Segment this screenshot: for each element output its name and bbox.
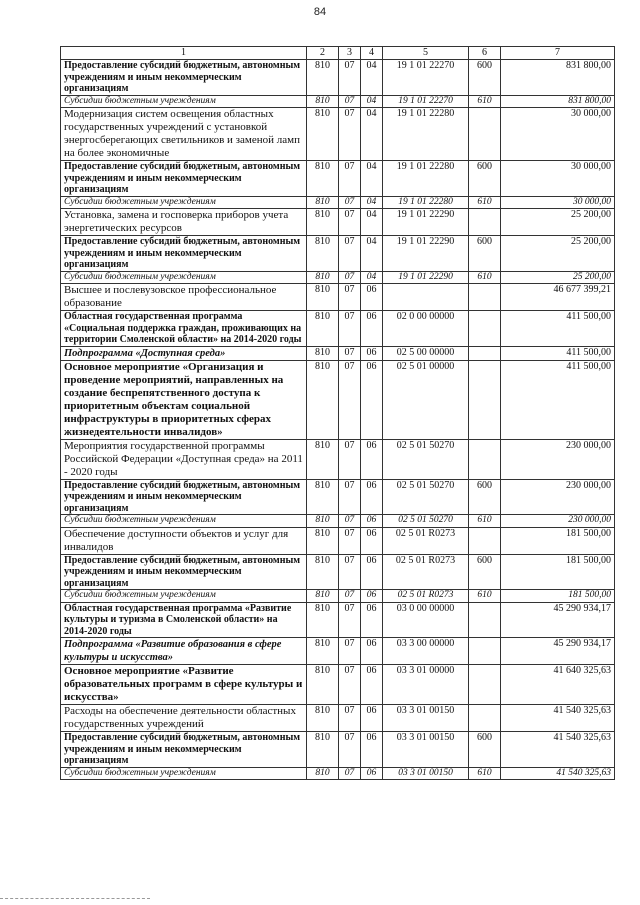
row-ministry: 810 bbox=[307, 346, 339, 360]
row-section: 07 bbox=[339, 161, 361, 197]
row-ministry: 810 bbox=[307, 515, 339, 528]
row-target-article: 02 5 01 50270 bbox=[383, 439, 469, 479]
row-target-article: 19 1 01 22290 bbox=[383, 236, 469, 272]
row-section: 07 bbox=[339, 602, 361, 638]
row-ministry: 810 bbox=[307, 95, 339, 108]
row-subsection: 06 bbox=[361, 590, 383, 603]
row-expense-type bbox=[469, 439, 501, 479]
row-section: 07 bbox=[339, 515, 361, 528]
row-subsection: 04 bbox=[361, 271, 383, 284]
row-name: Основное мероприятие «Организация и проведение мероприятий, направленных на создание беспрепятственного доступа к приоритетным объектам социальной инфраструктуры в приоритетных сферах жизнедеятельности инвалидов» bbox=[61, 360, 307, 439]
scan-footer-mark bbox=[0, 898, 150, 900]
row-amount: 411 500,00 bbox=[501, 311, 615, 347]
row-subsection: 04 bbox=[361, 108, 383, 161]
row-target-article: 02 5 00 00000 bbox=[383, 346, 469, 360]
table-row bbox=[61, 665, 615, 705]
row-ministry: 810 bbox=[307, 665, 339, 705]
row-name: Подпрограмма «Развитие образования в сфере культуры и искусства» bbox=[61, 638, 307, 665]
table-row bbox=[61, 602, 615, 638]
table-row bbox=[61, 60, 615, 96]
row-subsection: 06 bbox=[361, 527, 383, 554]
row-name: Основное мероприятие «Развитие образовательных программ в сфере культуры и искусства» bbox=[61, 665, 307, 705]
row-amount: 25 200,00 bbox=[501, 271, 615, 284]
row-amount: 181 500,00 bbox=[501, 590, 615, 603]
column-header: 4 bbox=[361, 47, 383, 60]
row-ministry: 810 bbox=[307, 209, 339, 236]
row-target-article: 02 5 01 R0273 bbox=[383, 590, 469, 603]
table-row bbox=[61, 515, 615, 528]
row-expense-type bbox=[469, 346, 501, 360]
row-subsection: 06 bbox=[361, 767, 383, 780]
table-row bbox=[61, 479, 615, 515]
header-row bbox=[61, 47, 615, 60]
row-expense-type bbox=[469, 602, 501, 638]
row-section: 07 bbox=[339, 196, 361, 209]
row-name: Субсидии бюджетным учреждениям bbox=[61, 590, 307, 603]
table-row bbox=[61, 284, 615, 311]
row-target-article: 03 3 01 00000 bbox=[383, 665, 469, 705]
row-expense-type: 600 bbox=[469, 236, 501, 272]
row-target-article: 02 5 01 R0273 bbox=[383, 527, 469, 554]
column-header: 3 bbox=[339, 47, 361, 60]
budget-table bbox=[60, 46, 615, 780]
row-ministry: 810 bbox=[307, 732, 339, 768]
row-amount: 230 000,00 bbox=[501, 515, 615, 528]
row-amount: 45 290 934,17 bbox=[501, 602, 615, 638]
row-name: Высшее и послевузовское профессиональное образование bbox=[61, 284, 307, 311]
row-section: 07 bbox=[339, 554, 361, 590]
row-name: Субсидии бюджетным учреждениям bbox=[61, 767, 307, 780]
row-expense-type: 610 bbox=[469, 515, 501, 528]
row-expense-type: 600 bbox=[469, 60, 501, 96]
row-amount: 45 290 934,17 bbox=[501, 638, 615, 665]
row-name: Субсидии бюджетным учреждениям bbox=[61, 515, 307, 528]
row-ministry: 810 bbox=[307, 439, 339, 479]
row-name: Областная государственная программа «Развитие культуры и туризма в Смоленской области» на 2014-2020 годы bbox=[61, 602, 307, 638]
row-amount: 30 000,00 bbox=[501, 161, 615, 197]
row-amount: 41 540 325,63 bbox=[501, 705, 615, 732]
row-name: Предоставление субсидий бюджетным, автономным учреждениям и иным некоммерческим организациям bbox=[61, 732, 307, 768]
row-ministry: 810 bbox=[307, 767, 339, 780]
table-row bbox=[61, 346, 615, 360]
row-amount: 831 800,00 bbox=[501, 95, 615, 108]
row-ministry: 810 bbox=[307, 479, 339, 515]
row-name: Мероприятия государственной программы Российской Федерации «Доступная среда» на 2011 - 2020 годы bbox=[61, 439, 307, 479]
row-amount: 41 540 325,63 bbox=[501, 767, 615, 780]
row-amount: 41 640 325,63 bbox=[501, 665, 615, 705]
row-section: 07 bbox=[339, 311, 361, 347]
row-ministry: 810 bbox=[307, 236, 339, 272]
row-ministry: 810 bbox=[307, 161, 339, 197]
row-subsection: 06 bbox=[361, 732, 383, 768]
row-section: 07 bbox=[339, 60, 361, 96]
column-header: 7 bbox=[501, 47, 615, 60]
row-target-article: 19 1 01 22280 bbox=[383, 161, 469, 197]
row-amount: 831 800,00 bbox=[501, 60, 615, 96]
row-target-article: 19 1 01 22270 bbox=[383, 60, 469, 96]
row-amount: 30 000,00 bbox=[501, 196, 615, 209]
row-amount: 411 500,00 bbox=[501, 360, 615, 439]
table-row bbox=[61, 271, 615, 284]
row-subsection: 04 bbox=[361, 196, 383, 209]
table-row bbox=[61, 439, 615, 479]
row-ministry: 810 bbox=[307, 284, 339, 311]
table-row bbox=[61, 767, 615, 780]
row-name: Областная государственная программа «Социальная поддержка граждан, проживающих на территории Смоленской области» на 2014-2020 годы bbox=[61, 311, 307, 347]
table-row bbox=[61, 161, 615, 197]
row-subsection: 06 bbox=[361, 311, 383, 347]
column-header: 1 bbox=[61, 47, 307, 60]
table-row bbox=[61, 732, 615, 768]
row-ministry: 810 bbox=[307, 271, 339, 284]
row-target-article: 03 3 01 00150 bbox=[383, 705, 469, 732]
row-name: Модернизация систем освещения областных государственных учреждений с установкой энергосберегающих светильников и заменой ламп на более экономичные bbox=[61, 108, 307, 161]
row-subsection: 06 bbox=[361, 284, 383, 311]
row-section: 07 bbox=[339, 527, 361, 554]
table-row bbox=[61, 360, 615, 439]
row-subsection: 06 bbox=[361, 360, 383, 439]
row-expense-type bbox=[469, 108, 501, 161]
row-section: 07 bbox=[339, 732, 361, 768]
row-target-article: 03 0 00 00000 bbox=[383, 602, 469, 638]
row-ministry: 810 bbox=[307, 590, 339, 603]
row-name: Подпрограмма «Доступная среда» bbox=[61, 346, 307, 360]
row-section: 07 bbox=[339, 767, 361, 780]
row-target-article: 19 1 01 22270 bbox=[383, 95, 469, 108]
page-number: 84 bbox=[313, 6, 327, 18]
row-expense-type bbox=[469, 705, 501, 732]
row-name: Предоставление субсидий бюджетным, автономным учреждениям и иным некоммерческим организациям bbox=[61, 161, 307, 197]
row-amount: 25 200,00 bbox=[501, 236, 615, 272]
table-row bbox=[61, 209, 615, 236]
row-name: Субсидии бюджетным учреждениям bbox=[61, 196, 307, 209]
row-target-article: 03 3 01 00150 bbox=[383, 732, 469, 768]
row-target-article: 03 3 01 00150 bbox=[383, 767, 469, 780]
row-expense-type: 600 bbox=[469, 732, 501, 768]
row-expense-type bbox=[469, 360, 501, 439]
column-header: 6 bbox=[469, 47, 501, 60]
row-expense-type: 600 bbox=[469, 479, 501, 515]
row-ministry: 810 bbox=[307, 638, 339, 665]
table-row bbox=[61, 196, 615, 209]
row-expense-type: 600 bbox=[469, 554, 501, 590]
row-section: 07 bbox=[339, 95, 361, 108]
row-expense-type bbox=[469, 209, 501, 236]
row-subsection: 04 bbox=[361, 60, 383, 96]
row-name: Установка, замена и госповерка приборов учета энергетических ресурсов bbox=[61, 209, 307, 236]
row-subsection: 06 bbox=[361, 346, 383, 360]
table-row bbox=[61, 527, 615, 554]
row-subsection: 06 bbox=[361, 638, 383, 665]
row-expense-type: 610 bbox=[469, 196, 501, 209]
row-expense-type bbox=[469, 665, 501, 705]
row-amount: 30 000,00 bbox=[501, 108, 615, 161]
row-amount: 181 500,00 bbox=[501, 527, 615, 554]
row-section: 07 bbox=[339, 638, 361, 665]
row-target-article: 02 5 01 50270 bbox=[383, 515, 469, 528]
table-row bbox=[61, 311, 615, 347]
row-name: Расходы на обеспечение деятельности областных государственных учреждений bbox=[61, 705, 307, 732]
table-row bbox=[61, 638, 615, 665]
row-name: Предоставление субсидий бюджетным, автономным учреждениям и иным некоммерческим организациям bbox=[61, 554, 307, 590]
row-section: 07 bbox=[339, 108, 361, 161]
row-subsection: 06 bbox=[361, 439, 383, 479]
row-section: 07 bbox=[339, 360, 361, 439]
row-section: 07 bbox=[339, 209, 361, 236]
row-ministry: 810 bbox=[307, 527, 339, 554]
row-subsection: 04 bbox=[361, 236, 383, 272]
row-amount: 181 500,00 bbox=[501, 554, 615, 590]
row-subsection: 04 bbox=[361, 209, 383, 236]
row-ministry: 810 bbox=[307, 196, 339, 209]
row-section: 07 bbox=[339, 236, 361, 272]
row-target-article: 02 5 01 50270 bbox=[383, 479, 469, 515]
row-target-article: 19 1 01 22280 bbox=[383, 108, 469, 161]
row-expense-type: 610 bbox=[469, 95, 501, 108]
row-ministry: 810 bbox=[307, 554, 339, 590]
row-section: 07 bbox=[339, 479, 361, 515]
row-section: 07 bbox=[339, 346, 361, 360]
row-section: 07 bbox=[339, 705, 361, 732]
row-expense-type bbox=[469, 284, 501, 311]
row-subsection: 04 bbox=[361, 95, 383, 108]
row-target-article: 02 0 00 00000 bbox=[383, 311, 469, 347]
row-name: Предоставление субсидий бюджетным, автономным учреждениям и иным некоммерческим организациям bbox=[61, 236, 307, 272]
row-section: 07 bbox=[339, 665, 361, 705]
row-expense-type bbox=[469, 311, 501, 347]
row-amount: 411 500,00 bbox=[501, 346, 615, 360]
table-row bbox=[61, 705, 615, 732]
table-row bbox=[61, 108, 615, 161]
row-target-article: 03 3 00 00000 bbox=[383, 638, 469, 665]
column-header: 2 bbox=[307, 47, 339, 60]
row-expense-type bbox=[469, 638, 501, 665]
row-expense-type bbox=[469, 527, 501, 554]
row-expense-type: 600 bbox=[469, 161, 501, 197]
table-row bbox=[61, 590, 615, 603]
row-subsection: 06 bbox=[361, 515, 383, 528]
table-row bbox=[61, 95, 615, 108]
row-amount: 25 200,00 bbox=[501, 209, 615, 236]
row-amount: 41 540 325,63 bbox=[501, 732, 615, 768]
row-subsection: 06 bbox=[361, 705, 383, 732]
row-ministry: 810 bbox=[307, 360, 339, 439]
row-target-article: 19 1 01 22280 bbox=[383, 196, 469, 209]
row-amount: 230 000,00 bbox=[501, 479, 615, 515]
table-row bbox=[61, 554, 615, 590]
row-expense-type: 610 bbox=[469, 590, 501, 603]
row-ministry: 810 bbox=[307, 602, 339, 638]
row-target-article bbox=[383, 284, 469, 311]
row-name: Субсидии бюджетным учреждениям bbox=[61, 95, 307, 108]
row-section: 07 bbox=[339, 284, 361, 311]
table-row bbox=[61, 236, 615, 272]
row-name: Предоставление субсидий бюджетным, автономным учреждениям и иным некоммерческим организациям bbox=[61, 479, 307, 515]
row-ministry: 810 bbox=[307, 60, 339, 96]
row-subsection: 06 bbox=[361, 602, 383, 638]
row-ministry: 810 bbox=[307, 311, 339, 347]
row-expense-type: 610 bbox=[469, 767, 501, 780]
row-target-article: 19 1 01 22290 bbox=[383, 271, 469, 284]
row-ministry: 810 bbox=[307, 705, 339, 732]
row-target-article: 02 5 01 R0273 bbox=[383, 554, 469, 590]
row-ministry: 810 bbox=[307, 108, 339, 161]
row-target-article: 19 1 01 22290 bbox=[383, 209, 469, 236]
row-target-article: 02 5 01 00000 bbox=[383, 360, 469, 439]
row-subsection: 06 bbox=[361, 554, 383, 590]
row-section: 07 bbox=[339, 439, 361, 479]
row-subsection: 04 bbox=[361, 161, 383, 197]
row-section: 07 bbox=[339, 590, 361, 603]
row-name: Предоставление субсидий бюджетным, автономным учреждениям и иным некоммерческим организациям bbox=[61, 60, 307, 96]
row-subsection: 06 bbox=[361, 479, 383, 515]
row-section: 07 bbox=[339, 271, 361, 284]
row-subsection: 06 bbox=[361, 665, 383, 705]
row-amount: 230 000,00 bbox=[501, 439, 615, 479]
column-header: 5 bbox=[383, 47, 469, 60]
row-amount: 46 677 399,21 bbox=[501, 284, 615, 311]
row-name: Обеспечение доступности объектов и услуг для инвалидов bbox=[61, 527, 307, 554]
row-expense-type: 610 bbox=[469, 271, 501, 284]
row-name: Субсидии бюджетным учреждениям bbox=[61, 271, 307, 284]
